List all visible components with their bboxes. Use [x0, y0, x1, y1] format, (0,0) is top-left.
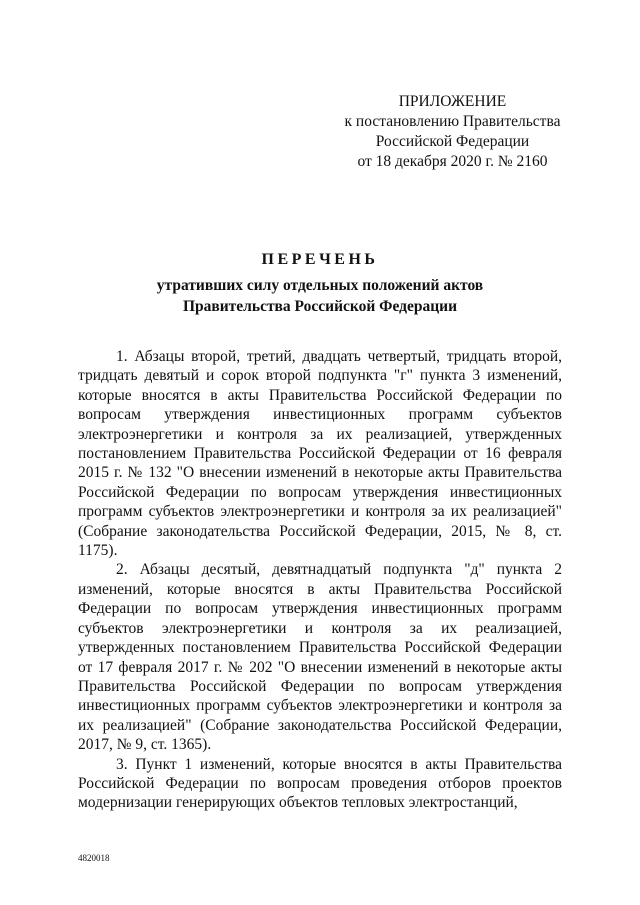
document-body [78, 347, 562, 813]
footer-code: 4820018 [78, 853, 110, 863]
document-subtitle [0, 275, 640, 317]
subtitle-line-1: утративших силу отдельных положений актов [156, 277, 484, 294]
document-title: ПЕРЕЧЕНЬ [261, 251, 379, 268]
paragraph-2: 2. Абзацы десятый, девятнадцатый подпункта "д" пункта 2 изменений, которые вносятся в акты Правительства Российской Федерации по вопросам утверждения инвестиционных программ субъектов электроэнергетики и контроля за их реализацией, утвержденных постановлением Правительства Российской Федерации от 17 февраля 2017 г. № 202 "О внесении изменений в некоторые акты Правительства Российской Федерации по вопросам утверждения инвестиционных программ субъектов электроэнергетики и контроля за их реализацией" (Собрание законодательства Российской Федерации, 2017, № 9, ст. 1365). [78, 561, 562, 754]
appendix-heading: ПРИЛОЖЕНИЕ [398, 93, 507, 110]
appendix-block [330, 92, 575, 172]
appendix-line-2: Российской Федерации [375, 133, 530, 150]
paragraph-1: 1. Абзацы второй, третий, двадцать четвертый, тридцать второй, тридцать девятый и сорок второй подпункта "г" пункта 3 изменений, которые вносятся в акты Правительства Российской Федерации по вопросам утверждения инвестиционных программ субъектов электроэнергетики и контроля за их реализацией, утвержденных постановлением Правительства Российской Федерации от 16 февраля 2015 г. № 132 "О внесении изменений в некоторые акты Правительства Российской Федерации по вопросам утверждения инвестиционных программ субъектов электроэнергетики и контроля за их реализацией" (Собрание законодательства Российской Федерации, 2015, № 8, ст. 1175). [78, 348, 562, 560]
subtitle-line-2: Правительства Российской Федерации [182, 298, 458, 315]
paragraph-3: 3. Пункт 1 изменений, которые вносятся в акты Правительства Российской Федерации по вопросам проведения отборов проектов модернизации генерирующих объектов тепловых электростанций, [78, 755, 562, 812]
appendix-line-1: к постановлению Правительства [344, 113, 561, 130]
appendix-line-3: от 18 декабря 2020 г. № 2160 [357, 153, 548, 170]
